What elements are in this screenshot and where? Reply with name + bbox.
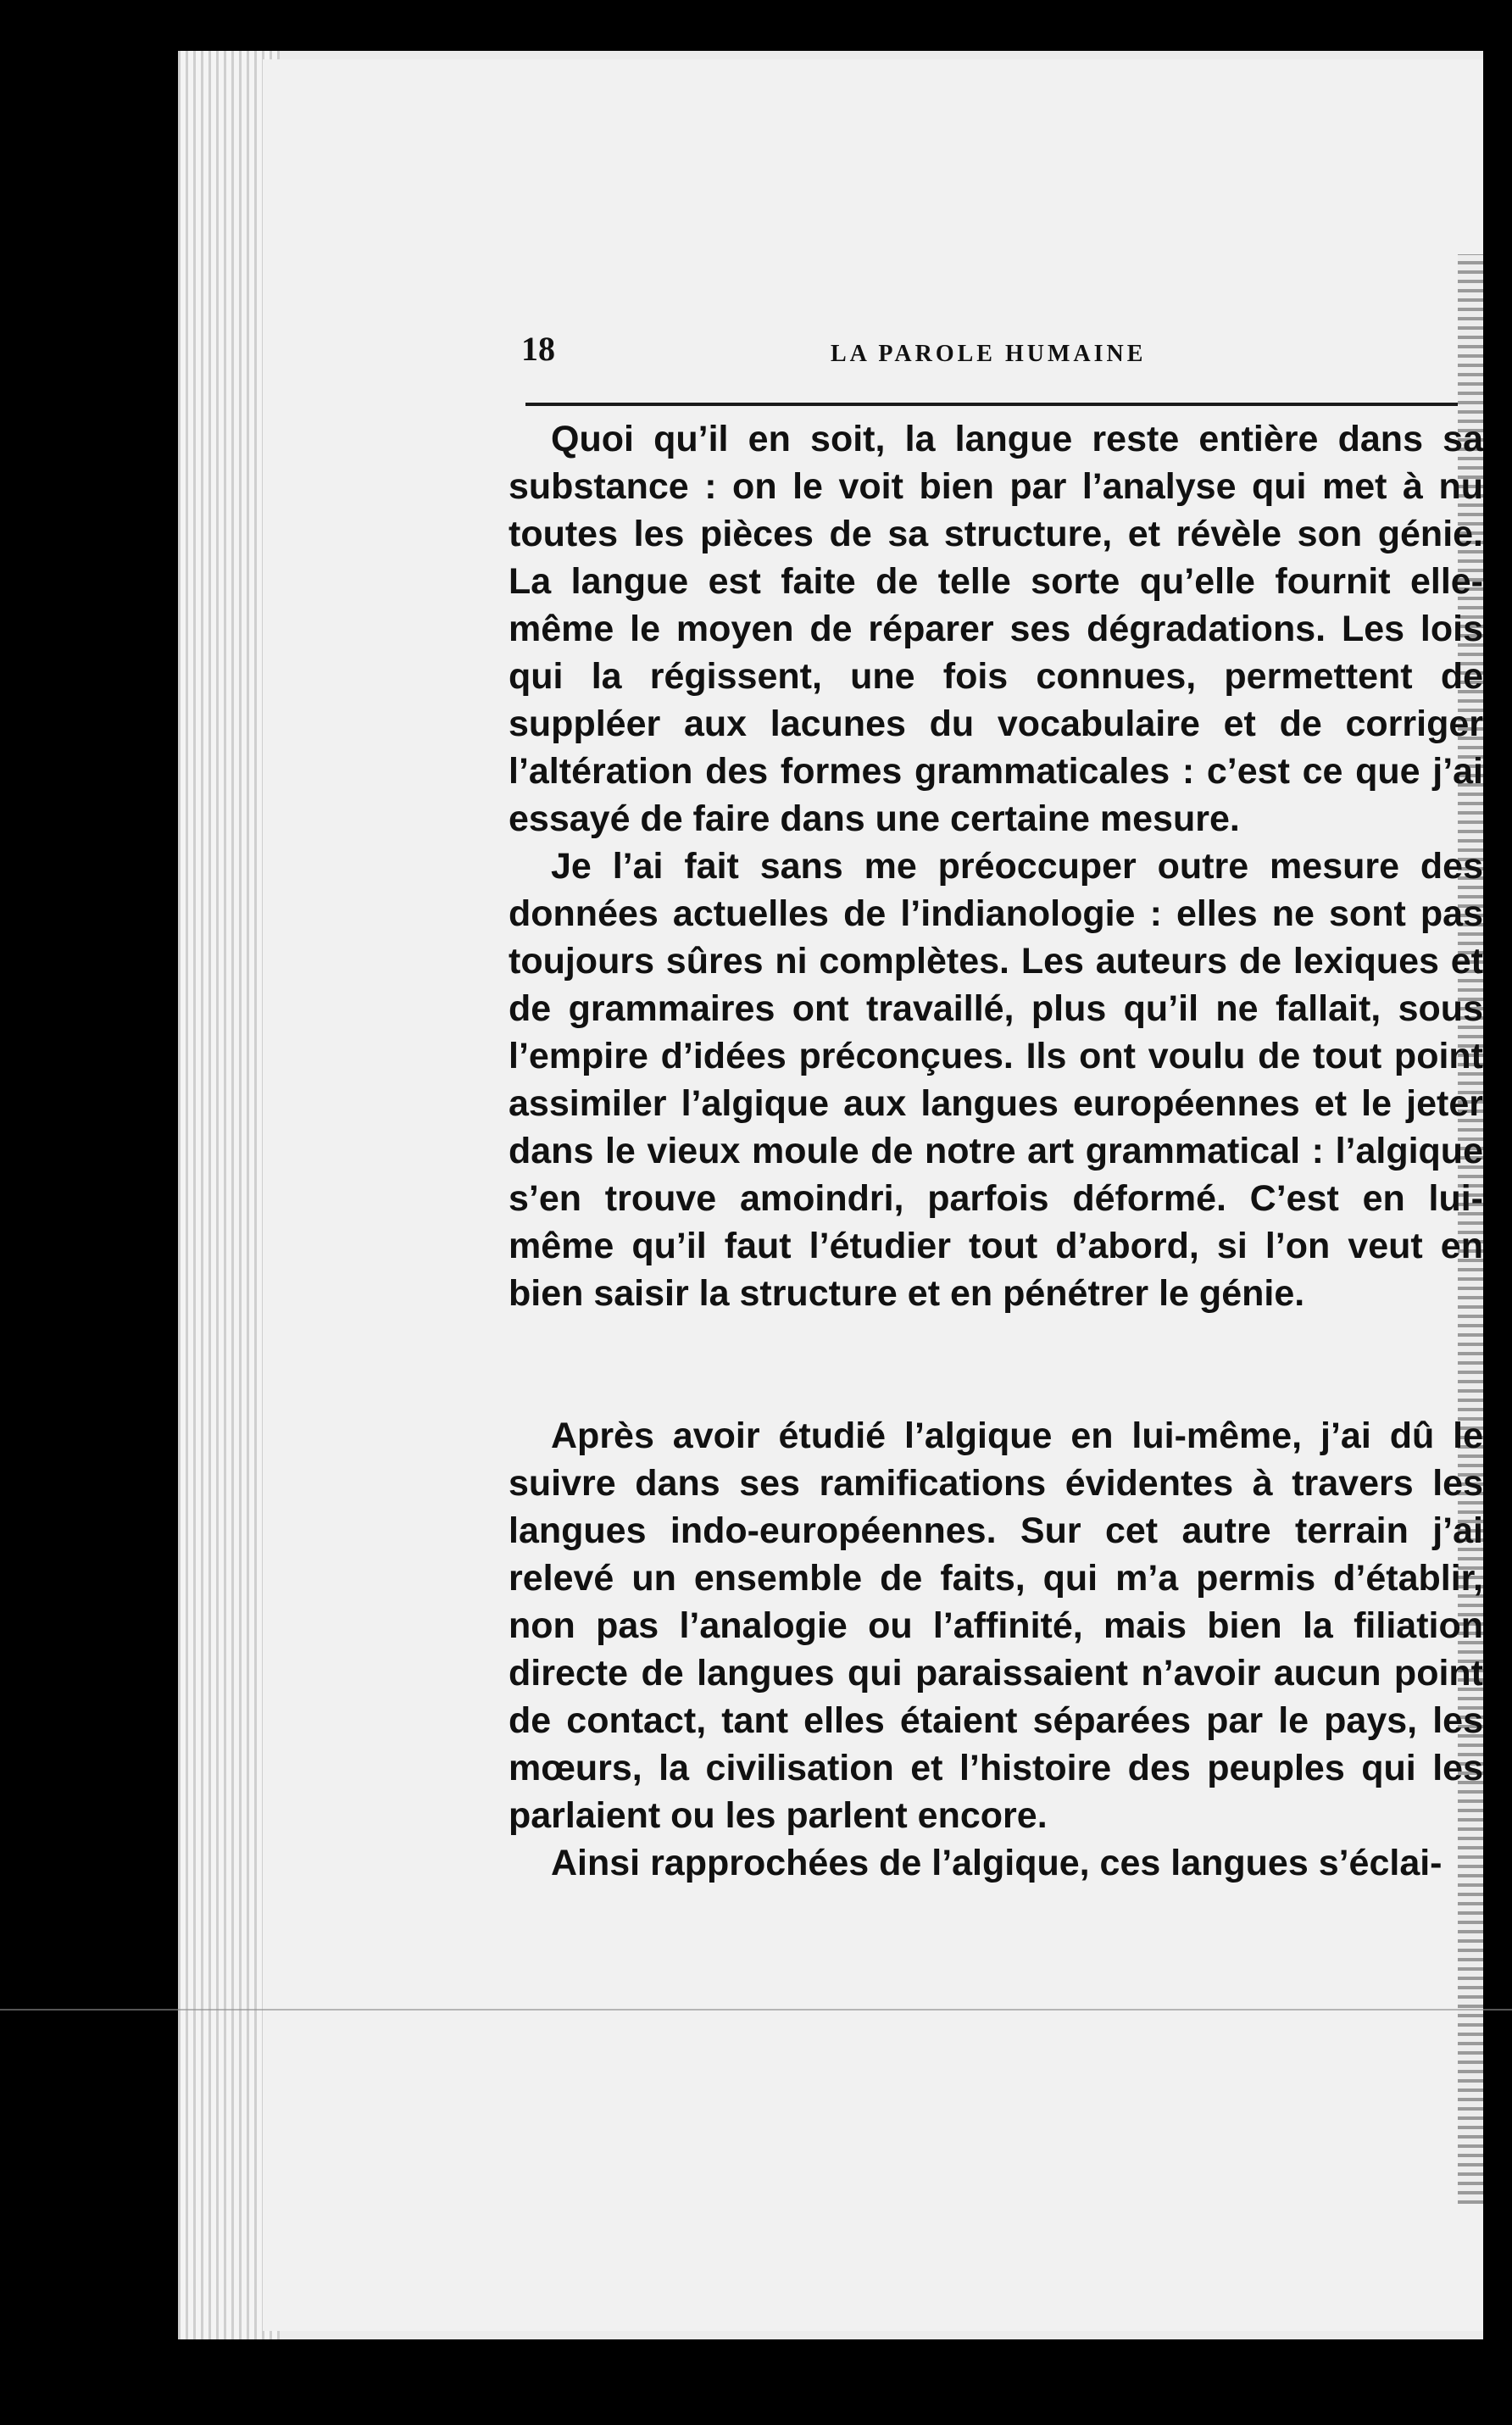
paragraph: Après avoir étudié l’algique en lui-même, j’ai dû le suivre dans ses ramifications évidentes à travers les langues indo-européennes. Sur cet autre terrain j’ai relevé un ensemble de faits, qui m’a permis d’établir, non pas l’analogie ou l’affinité, mais bien la filiation directe de langues qui paraissaient n’avoir aucun point de contact, tant elles étaient séparées par le pays, les mœurs, la civilisation et l’histoire des peuples qui les parlaient ou les parlent encore. (509, 1416, 1483, 1836)
running-head: LA PAROLE HUMAINE (831, 341, 1147, 367)
page-number: 18 (521, 330, 555, 368)
scan-line (0, 2009, 1512, 2011)
paragraph: Ainsi rapprochées de l’algique, ces langues s’éclai- (551, 1843, 1443, 1883)
page-header (509, 329, 1466, 380)
header-rule (525, 403, 1458, 406)
body-text (509, 415, 1483, 1887)
paragraph: Je l’ai fait sans me préoccuper outre mesure des données actuelles de l’indianologie : elles ne sont pas toujours sûres ni complètes. Les auteurs de lexiques et de grammaires ont travaillé, plus qu’il ne fallait, sous l’empire d’idées préconçues. Ils ont voulu de tout point assimiler l’algique aux langues européennes et le jeter dans le vieux moule de notre art grammatical : l’algique s’en trouve amoindri, parfois déformé. C’est en lui-même qu’il faut l’étudier tout d’abord, si l’on veut en bien saisir la structure et en pénétrer le génie. (509, 846, 1483, 1314)
paragraph: Quoi qu’il en soit, la langue reste entière dans sa substance : on le voit bien par l’analyse qui met à nu toutes les pièces de sa structure, et révèle son génie. La langue est faite de telle sorte qu’elle fournit elle-même le moyen de réparer ses dégradations. Les lois qui la régissent, une fois connues, permettent de suppléer aux lacunes du vocabulaire et de corriger l’altération des formes grammaticales : c’est ce que j’ai essayé de faire dans une certaine mesure. (509, 419, 1483, 839)
